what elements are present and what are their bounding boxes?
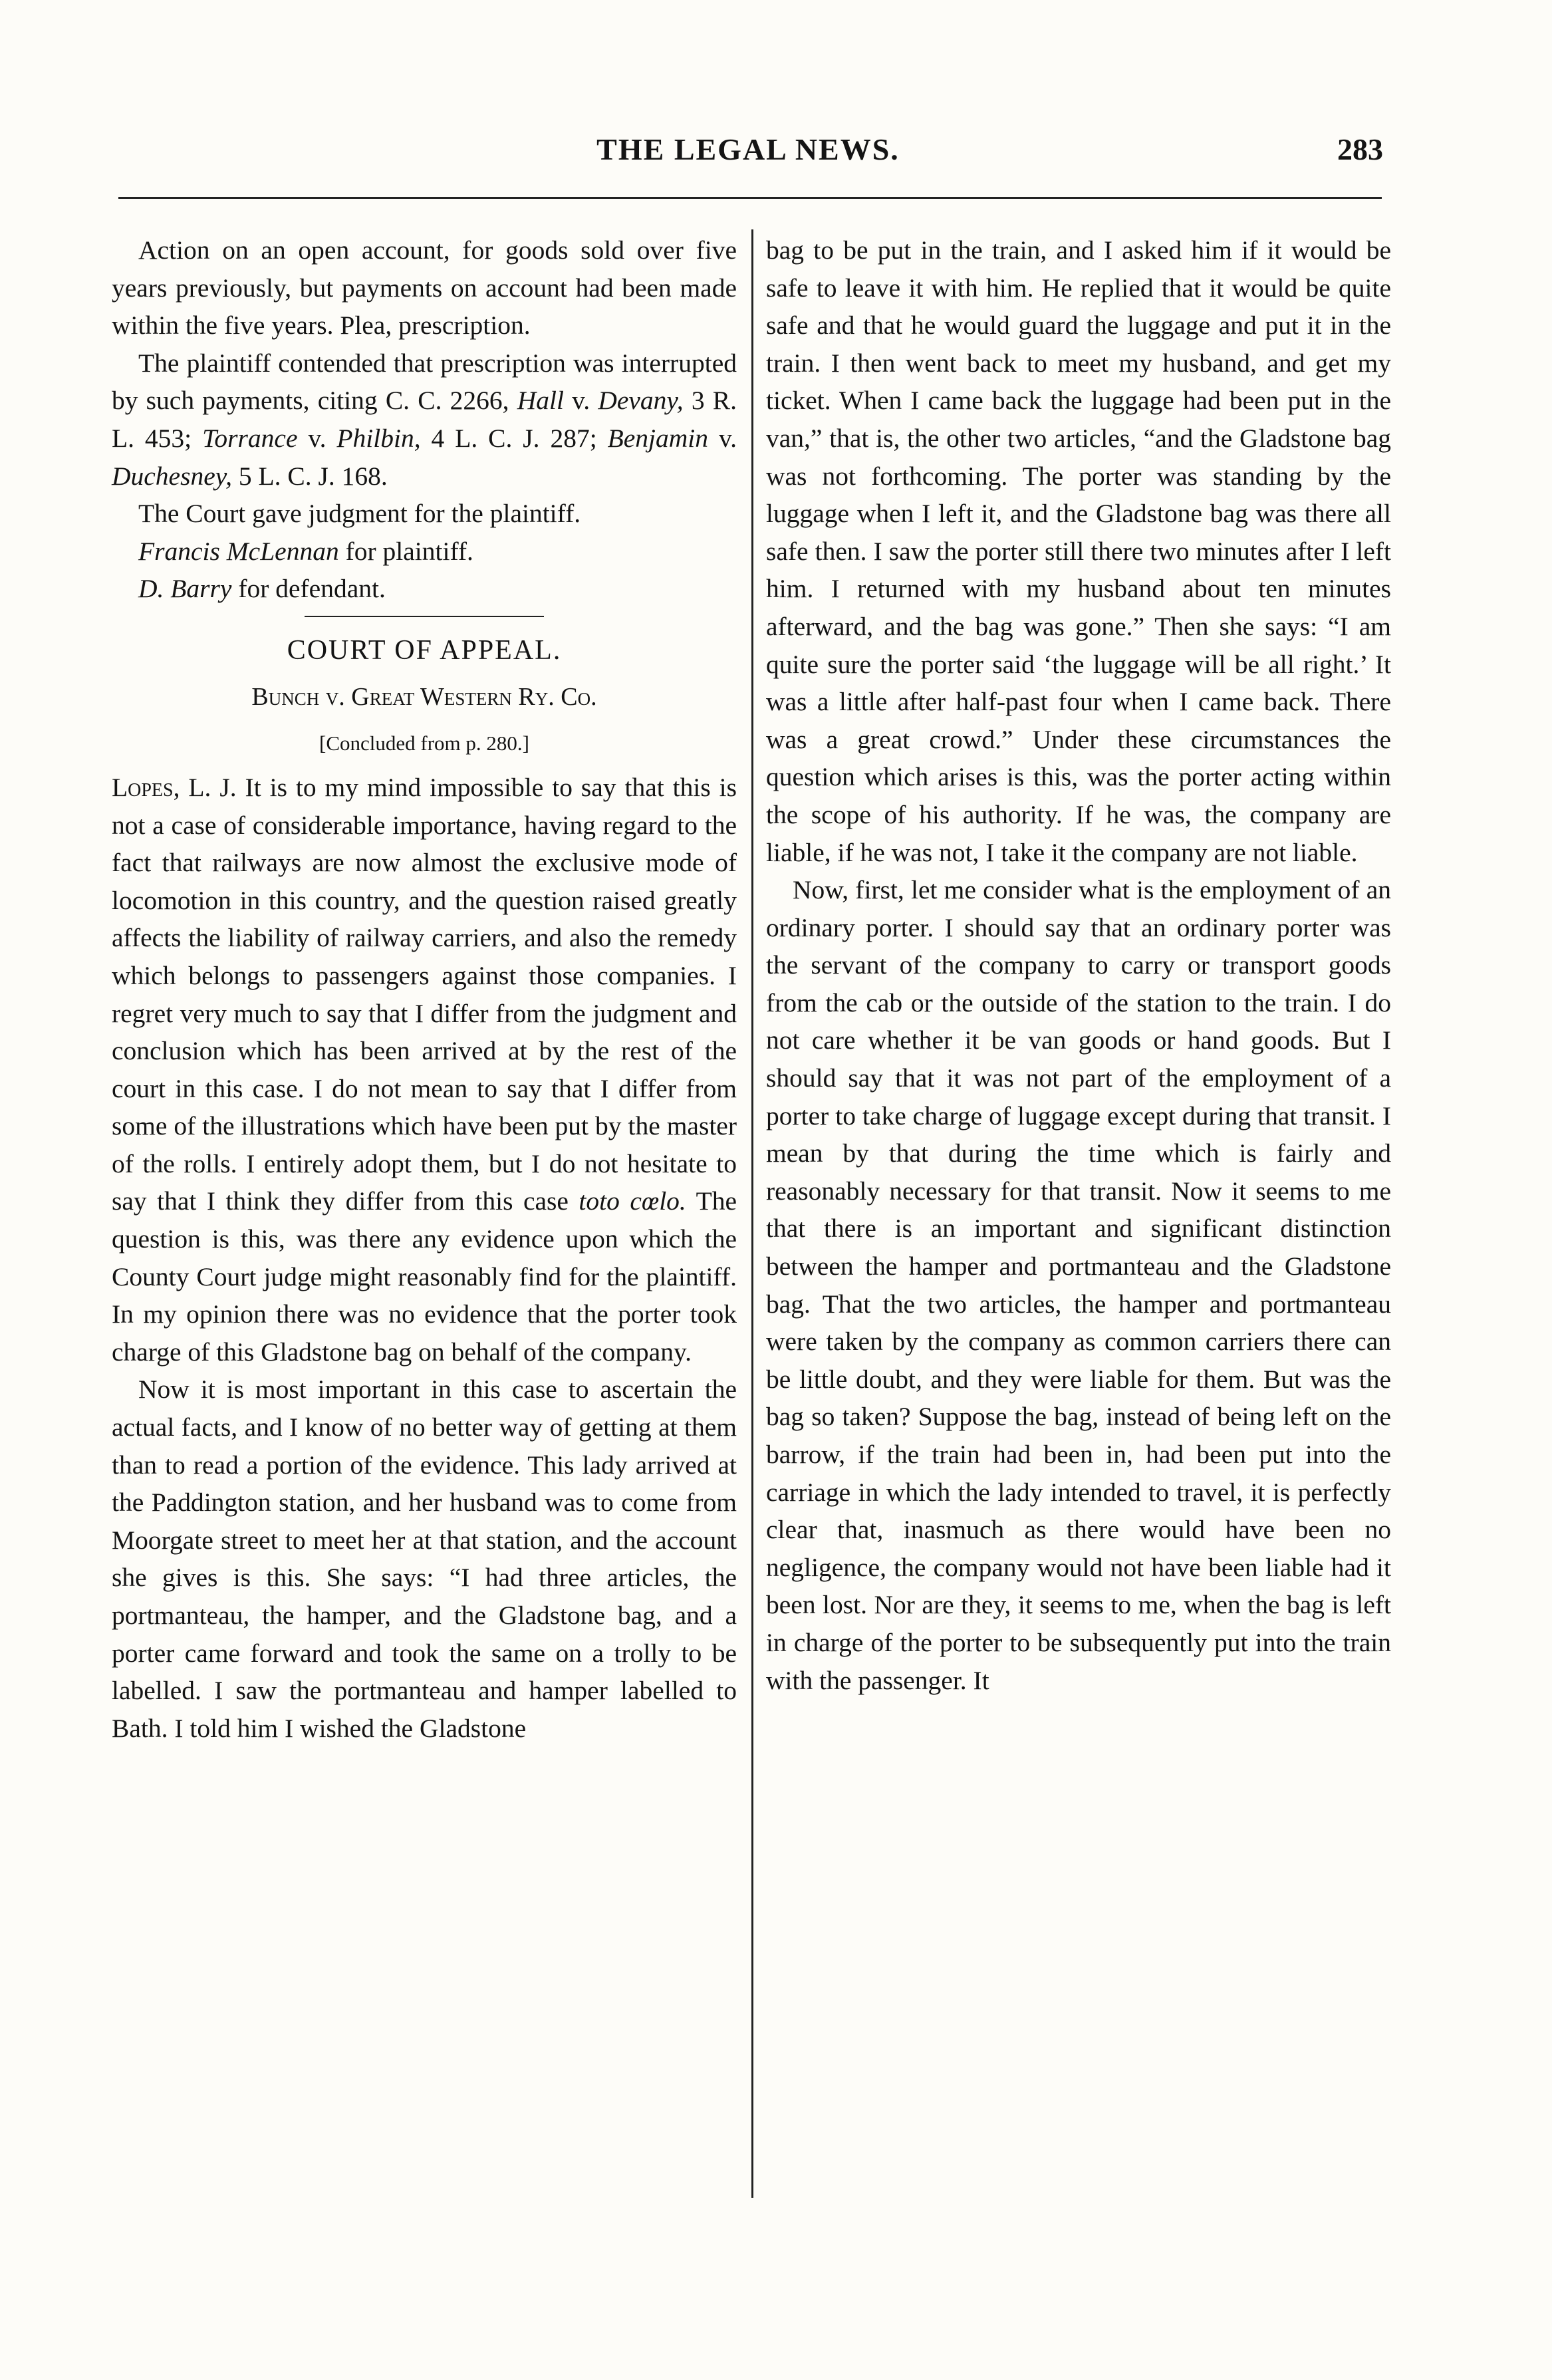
right-column <box>766 231 1391 1699</box>
counsel-name: D. Barry <box>138 574 232 604</box>
page-number: 283 <box>1337 132 1383 166</box>
concluded-note: [Concluded from p. 280.] <box>319 731 529 755</box>
left-column <box>112 231 737 1747</box>
counsel-role: for plaintiff. <box>338 536 473 566</box>
argument-text: v. <box>297 423 337 453</box>
counsel-plaintiff <box>112 533 737 571</box>
column-divider <box>751 229 753 2198</box>
case-citation: Torrance <box>202 423 298 453</box>
argument-text: The plaintiff contended that prescription was interrupted by such payments, citing C. C. 2266, <box>112 348 737 416</box>
header-rule <box>118 197 1382 199</box>
argument-text: 5 L. C. J. 168. <box>231 461 388 491</box>
argument-text: 3 R. L. 453; <box>112 386 737 453</box>
counsel-name: Francis McLennan <box>138 536 339 566</box>
judgment-paragraph: The Court gave judgment for the plaintiff. <box>138 499 581 529</box>
argument-text: v. <box>563 386 598 416</box>
running-head <box>113 132 1383 178</box>
case-citation: Philbin, <box>336 423 421 453</box>
judge-name: Lopes, L. J. <box>112 772 237 802</box>
opinion-text: It is to my mind impossible to say that this is not a case of considerable importance, having regard to the fact that railways are now almost the exclusive mode of locomotion in this country, and the question raised greatly affects the liability of railway carriers, and also the remedy which belongs to passengers against those companies. I regret very much to say that I differ from the judgment and conclusion which has been arrived at by the rest of the court in this case. I do not mean to say that I differ from some of the illustrations which have been put by the master of the rolls. I entirely adopt them, but I do not hesitate to say that I think they differ from this case <box>112 772 737 1216</box>
opinion-paragraph: bag to be put in the train, and I asked him if it would be safe to leave it with him. He replied that it would be quite safe and that he would guard the luggage and put it in the train. I then went back to meet my husband, and get my ticket. When I came back the luggage had been put in the van,” that is, the other two articles, “and the Gladstone bag was not forthcoming. The porter was standing by the luggage when I left it, and the Gladstone bag was there all safe then. I saw the porter still there two minutes after I left him. I returned with my husband about ten minutes afterward, and the bag was gone.” Then she says: “I am quite sure the porter said ‘the luggage will be all right.’ It was a little after half-past four when I came back. There was a great crowd.” Under these circumstances the question which arises is this, was the porter acting within the scope of his authority. If he was, the company are liable, if he was not, I take it the company are not liable. <box>766 235 1391 867</box>
opinion-text: The question is this, was there any evidence upon which the County Court judge might reasonably find for the plaintiff. In my opinion there was no evidence that the porter took charge of this Gladstone bag on behalf of the company. <box>112 1186 737 1367</box>
opinion-paragraph <box>112 769 737 1371</box>
court-heading: COURT OF APPEAL. <box>287 634 562 666</box>
case-argument-paragraph <box>112 344 737 495</box>
case-citation: Duchesney, <box>112 461 232 491</box>
case-citation: Hall <box>517 386 564 416</box>
argument-text: v. <box>708 423 737 453</box>
case-heading: Bunch v. Great Western Ry. Co. <box>251 682 597 711</box>
opinion-paragraph: Now, first, let me consider what is the employment of an ordinary porter. I should say that an ordinary porter was the servant of the company to carry or transport goods from the cab or the outside of the station to the train. I do not care whether it be van goods or hand goods. But I should say that it was not part of the employment of a porter to take charge of luggage except during that transit. I mean by that during the time which is fairly and reasonably necessary for that transit. Now it seems to me that there is an important and significant distinction between the hamper and portmanteau and the Gladstone bag. That the two articles, the hamper and portmanteau were taken by the company as common carriers there can be little doubt, and they were liable for them. But was the bag so taken? Suppose the bag, instead of being left on the barrow, if the train had been in, had been put into the carriage in which the lady intended to travel, it is perfectly clear that, inasmuch as there would have been no negligence, the company would not have been liable had it been lost. Nor are they, it seems to me, when the bag is left in charge of the porter to be subsequently put into the train with the passenger. It <box>766 875 1391 1695</box>
opinion-paragraph: Now it is most important in this case to ascertain the actual facts, and I know of no better way of getting at them than to read a portion of the evidence. This lady arrived at the Paddington station, and her husband was to come from Moorgate street to meet her at that station, and the account she gives is this. She says: “I had three articles, the portmanteau, the hamper, and the Gladstone bag, and a porter came forward and took the same on a trolly to be labelled. I saw the portmanteau and hamper labelled to Bath. I told him I wished the Gladstone <box>112 1375 737 1743</box>
argument-text: 4 L. C. J. 287; <box>420 423 608 453</box>
case-summary-paragraph: Action on an open account, for goods sold over five years previously, but payments on account had been made within the five years. Plea, prescription. <box>112 235 737 340</box>
case-citation: Benjamin <box>607 423 709 453</box>
counsel-role: for defendant. <box>231 574 386 604</box>
latin-phrase: toto cœlo. <box>579 1186 686 1216</box>
running-title: THE LEGAL NEWS. <box>596 132 900 166</box>
section-rule <box>305 616 544 617</box>
case-citation: Devany, <box>598 386 684 416</box>
counsel-defendant <box>112 570 737 608</box>
